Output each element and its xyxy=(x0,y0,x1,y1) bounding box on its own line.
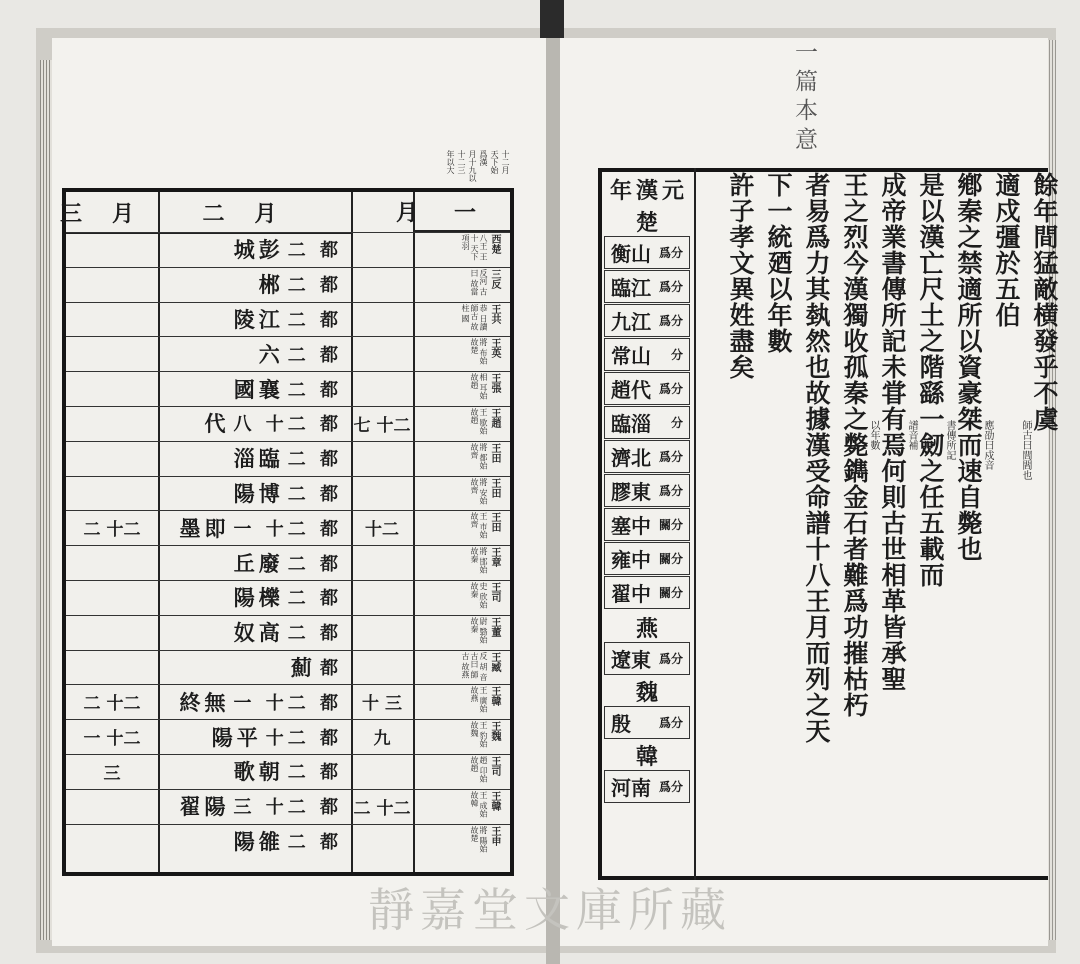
month1-value xyxy=(351,441,413,476)
row-note: 尉 翳始 故秦 xyxy=(470,616,488,644)
capital-name: 歌朝 xyxy=(233,759,284,785)
month3-value xyxy=(66,824,158,859)
table-row xyxy=(162,371,348,406)
kingdom-name: 遼東 xyxy=(611,648,651,672)
capital-name: 陵江 xyxy=(233,306,284,332)
capital-name: 陽平 xyxy=(211,724,262,750)
kingdom-name: 臨江 xyxy=(611,276,651,300)
kingdom-entry xyxy=(604,576,690,609)
capital-suffix: 二 都 xyxy=(287,762,342,784)
division-note: 爲分 xyxy=(658,652,683,666)
table-row xyxy=(162,232,348,267)
row-note: 將 都始 故齊 xyxy=(470,442,488,470)
text-column: 是以漢亡尺土之階繇一劒之任五載而 xyxy=(916,172,945,588)
header-note-column: 年以大 xyxy=(446,150,455,174)
header-notes xyxy=(345,150,510,192)
library-watermark: 靜嘉堂文庫所藏 xyxy=(368,883,732,937)
kingdom-name: 河南 xyxy=(611,776,651,800)
kingdom-entry xyxy=(604,270,690,303)
king-title: 王趙 xyxy=(489,408,500,428)
capital-name: 陽櫟 xyxy=(233,585,284,611)
commentary-note: 應劭曰戍音 xyxy=(982,420,993,470)
text-column: 鄕秦之禁適所以資豪桀而速自斃也 xyxy=(954,172,983,562)
king-title: 王司 xyxy=(489,756,500,776)
kingdom-name: 衡山 xyxy=(611,242,651,266)
month3-value xyxy=(66,650,158,685)
month1-value: 二 十二 xyxy=(353,798,411,819)
row-note: 王 廣始 故燕 xyxy=(470,686,488,713)
row-note: 王 市始 故齊 xyxy=(470,512,488,539)
month3-value xyxy=(66,302,158,337)
month3-value: 二 十二 xyxy=(83,520,141,541)
capital-name: 薊 xyxy=(291,654,316,680)
kingdom-name: 九江 xyxy=(611,310,651,334)
book-spine xyxy=(546,0,560,964)
month3-value: 二 十二 xyxy=(83,694,141,715)
kingdom-entry xyxy=(604,406,690,439)
month1-value: 七 十二 xyxy=(353,415,411,436)
header-note-column: 十二月 xyxy=(501,150,510,174)
table-row xyxy=(162,684,348,719)
king-title: 王魏 xyxy=(489,721,500,742)
kingdom-entry xyxy=(604,474,690,507)
month1-value xyxy=(351,232,413,267)
king-title: 王申 xyxy=(489,825,500,846)
division-note: 爲分 xyxy=(658,280,683,294)
table-row xyxy=(162,441,348,476)
capital-suffix: 二 都 xyxy=(287,309,342,331)
king-title: 三反 xyxy=(489,268,500,289)
month1-value xyxy=(351,267,413,302)
commentary-note: 以年數 xyxy=(868,420,879,450)
month3-value xyxy=(66,232,158,267)
division-note: 爲分 xyxy=(658,246,683,260)
kingdom-entry xyxy=(604,770,690,803)
text-column: 許子孝文異姓盡矣 xyxy=(726,172,755,380)
capital-name: 郴 xyxy=(258,272,284,298)
king-title: 王田 xyxy=(489,477,500,498)
month1-value: 九 xyxy=(373,729,391,750)
month1-value xyxy=(351,650,413,685)
kingdom-name: 雍中 xyxy=(611,548,651,572)
row-note: 史 欣始 故秦 xyxy=(470,582,488,609)
month3-value xyxy=(66,441,158,476)
king-title: 王張 xyxy=(489,373,500,394)
header-note-column: 爲漢 xyxy=(479,150,488,166)
month3-value: 一 十二 xyxy=(83,729,141,750)
capital-name: 城彭 xyxy=(233,237,284,263)
month3-value xyxy=(66,406,158,441)
month3-value xyxy=(66,336,158,371)
month1-value xyxy=(351,580,413,615)
row-note: 趙 卬始 故趙 xyxy=(470,756,488,783)
month1-value xyxy=(351,754,413,789)
kingdom-entry xyxy=(604,706,690,739)
kingdom-name: 殷 xyxy=(611,712,631,736)
text-column: 者易爲力其埶然也故據漢受命譜十八王月而列之天 xyxy=(802,172,831,744)
table-row xyxy=(162,476,348,511)
row-note: 將 布始 故楚 xyxy=(470,338,488,365)
king-title: 王田 xyxy=(489,512,500,533)
row-note: 反 胡 音 古曰 師古 故燕 xyxy=(461,651,488,681)
capital-suffix: 都 xyxy=(320,657,342,679)
month1-value xyxy=(351,476,413,511)
kingdom-name: 翟中 xyxy=(611,582,651,606)
header-month-2: 二 月 xyxy=(158,192,351,234)
division-note: 關分 xyxy=(658,552,683,566)
king-title: 王共 xyxy=(489,303,500,324)
division-note: 爲分 xyxy=(658,382,683,396)
capital-suffix: 八 十二 都 xyxy=(233,414,342,436)
capital-name: 墨即 xyxy=(179,515,230,541)
table-row xyxy=(162,650,348,685)
text-column: 餘年間猛敵横發乎不虞 xyxy=(1030,172,1059,432)
division-note: 關分 xyxy=(658,518,683,532)
row-note: 反河 古曰 故當 xyxy=(470,268,488,296)
kingdom-name: 常山 xyxy=(611,344,651,368)
kingdom-entry xyxy=(604,440,690,473)
row-note: 將 安始 故齊 xyxy=(470,477,488,505)
text-column: 王之烈今漢獨收孤秦之斃鐫金石者難爲功摧枯朽 xyxy=(840,172,869,718)
month3-value: 三 xyxy=(103,763,121,784)
king-title: 西楚 xyxy=(489,234,500,254)
division-note: 爲分 xyxy=(658,780,683,794)
month3-value xyxy=(66,476,158,511)
capital-name: 國襄 xyxy=(233,376,284,402)
division-note: 分 xyxy=(670,348,683,362)
table-row xyxy=(162,824,348,859)
king-title: 王章 xyxy=(489,547,500,568)
capital-name: 陽雒 xyxy=(233,828,284,854)
capital-suffix: 二 都 xyxy=(287,483,342,505)
kingdom-entry xyxy=(604,508,690,541)
month3-value xyxy=(66,267,158,302)
header-note-column: 月十九以 xyxy=(468,150,477,182)
capital-suffix: 二 都 xyxy=(287,553,342,575)
kingdom-group-title: 韓 xyxy=(635,744,658,770)
table-row xyxy=(162,267,348,302)
kingdom-group-title: 燕 xyxy=(635,616,658,642)
capital-suffix: 十二 都 xyxy=(265,727,342,749)
month3-value xyxy=(66,580,158,615)
kingdom-entry xyxy=(604,236,690,269)
capital-name: 代 xyxy=(204,411,230,437)
kingdom-group-title: 楚 xyxy=(635,210,658,236)
kingdom-group-title: 魏 xyxy=(635,680,658,706)
text-column: 適戍彊於五伯 xyxy=(992,172,1021,328)
table-row xyxy=(162,510,348,545)
margin-handwritten-note: 一篇本意 xyxy=(791,40,817,156)
capital-suffix: 二 都 xyxy=(287,344,342,366)
header-month-1: 月 一 xyxy=(413,192,510,232)
kingdom-entry xyxy=(604,642,690,675)
commentary-note: 師古曰閭閻也 xyxy=(1020,420,1031,480)
header-note-column: 十二三 xyxy=(457,150,466,174)
han-year-header: 年 漢 元 xyxy=(610,178,684,204)
row-note: 相 耳始 故趙 xyxy=(470,373,488,400)
kingdom-name: 臨淄 xyxy=(611,412,651,436)
kingdom-entry xyxy=(604,304,690,337)
capital-name: 奴高 xyxy=(233,620,284,646)
kingdom-table xyxy=(59,188,514,876)
division-note: 關分 xyxy=(658,586,683,600)
king-title: 王韓 xyxy=(489,790,500,811)
month1-value xyxy=(351,371,413,406)
header-month-3: 三 月 xyxy=(66,192,158,234)
month1-value xyxy=(351,545,413,580)
king-title: 王臧 xyxy=(489,651,500,672)
kingdom-name: 濟北 xyxy=(611,446,651,470)
row-note: 將 邯始 故秦 xyxy=(470,547,488,574)
division-note: 分 xyxy=(670,416,683,430)
binding-clip xyxy=(540,0,564,38)
table-row xyxy=(162,336,348,371)
kingdom-entry xyxy=(604,542,690,575)
month1-value xyxy=(351,615,413,650)
kingdom-name: 膠東 xyxy=(611,480,651,504)
kingdom-entry xyxy=(604,372,690,405)
table-row xyxy=(162,545,348,580)
table-row xyxy=(162,719,348,754)
capital-suffix: 二 都 xyxy=(287,831,342,853)
capital-name: 淄臨 xyxy=(233,446,284,472)
month1-value xyxy=(351,824,413,859)
header-note-column: 天下始 xyxy=(490,150,499,174)
month3-value xyxy=(66,371,158,406)
row-note: 王 成始 故韓 xyxy=(470,790,488,818)
row-note: 王 歇始 故趙 xyxy=(470,408,488,435)
capital-name: 陽博 xyxy=(233,480,284,506)
month3-value xyxy=(66,789,158,824)
capital-suffix: 三 十二 都 xyxy=(233,797,342,819)
king-title: 王韓 xyxy=(489,686,500,707)
capital-suffix: 二 都 xyxy=(287,623,342,645)
row-note: 王 豹始 故魏 xyxy=(470,721,488,748)
text-column: 成帝業書傳所記未甞有焉何則古世相革皆承聖 xyxy=(878,172,907,692)
capital-suffix: 二 都 xyxy=(287,379,342,401)
division-note: 爲分 xyxy=(658,450,683,464)
table-row xyxy=(162,580,348,615)
month1-value: 十二 xyxy=(365,520,399,541)
table-row xyxy=(162,615,348,650)
capital-suffix: 一 十二 都 xyxy=(233,518,342,540)
capital-suffix: 二 都 xyxy=(287,449,342,471)
division-note: 爲分 xyxy=(658,484,683,498)
capital-name: 翟陽 xyxy=(179,794,230,820)
capital-suffix: 二 都 xyxy=(287,275,342,297)
commentary-note: 書傳所記 xyxy=(944,420,955,460)
month3-value xyxy=(66,615,158,650)
month1-value: 十 三 xyxy=(362,694,402,715)
division-note: 爲分 xyxy=(658,716,683,730)
table-row xyxy=(162,754,348,789)
capital-name: 終無 xyxy=(179,689,230,715)
kingdom-name: 趙代 xyxy=(611,378,651,402)
table-row xyxy=(162,406,348,441)
capital-suffix: 二 都 xyxy=(287,588,342,610)
month1-value xyxy=(351,302,413,337)
table-row xyxy=(162,789,348,824)
kingdom-entry xyxy=(604,338,690,371)
table-row xyxy=(162,302,348,337)
text-column: 下一統廼以年數 xyxy=(764,172,793,354)
king-title: 王董 xyxy=(489,616,500,637)
month3-value xyxy=(66,545,158,580)
capital-suffix: 二 都 xyxy=(287,240,342,262)
king-title: 王田 xyxy=(489,442,500,463)
kingdom-name: 塞中 xyxy=(611,514,651,538)
capital-name: 丘廢 xyxy=(233,550,284,576)
king-title: 王司 xyxy=(489,582,500,602)
capital-suffix: 一 十二 都 xyxy=(233,692,342,714)
king-title: 王英 xyxy=(489,338,500,359)
row-note: 恭 日讀 師古 故柱 國 xyxy=(461,303,488,331)
row-note: 將 陽始 故楚 xyxy=(470,825,488,853)
capital-name: 六 xyxy=(258,341,284,367)
division-note: 爲分 xyxy=(658,314,683,328)
commentary-note: 譜音補 xyxy=(906,420,917,450)
row-note: 八王 王十 天下 項羽 xyxy=(461,234,488,261)
month1-value xyxy=(351,336,413,371)
